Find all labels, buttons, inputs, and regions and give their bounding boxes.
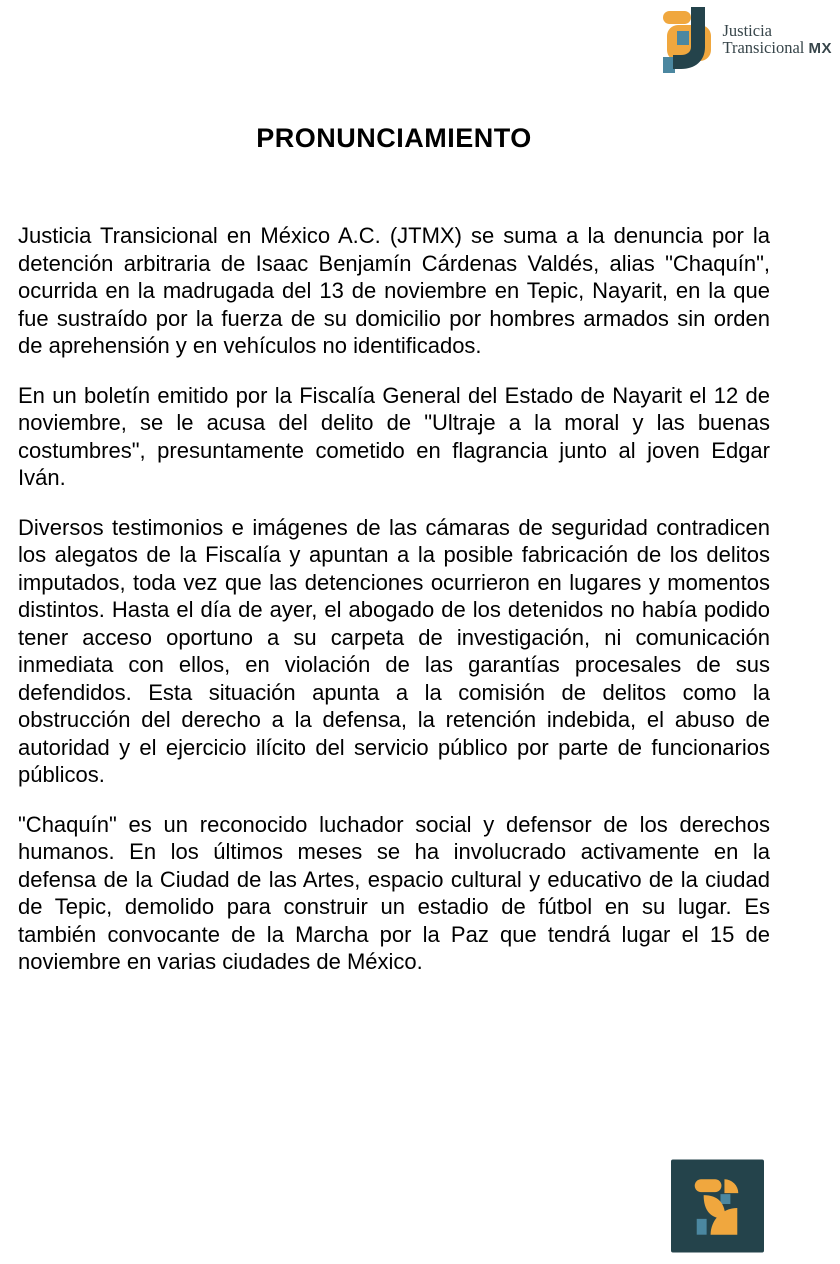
logo-wordmark	[722, 7, 832, 57]
pronouncement-paragraph-3: Diversos testimonios e imágenes de las cámaras de seguridad contradicen los alegatos de la Fiscalía y apuntan a la posible fabricación de los delitos imputados, toda vez que las detenciones ocurrieron en lugares y momentos distintos. Hasta el día de ayer, el abogado de los detenidos no había podido tener acceso oportuno a su carpeta de investigación, ni comunicación inmediata con ellos, en violación de las garantías procesales de sus defendidos. Esta situación apunta a la comisión de delitos como la obstrucción del derecho a la defensa, la retención indebida, el abuso de autoridad y el ejercicio ilícito del servicio público por parte de funcionarios públicos.	[18, 514, 770, 787]
logo-wordmark-mx: MX	[808, 40, 832, 57]
jtmx-logo-mark-icon	[663, 7, 715, 73]
pronouncement-paragraph-4: "Chaquín" es un reconocido luchador social y defensor de los derechos humanos. En los últimos meses se ha involucrado activamente en la defensa de la Ciudad de las Artes, espacio cultural y educativo de la ciudad de Tepic, demolido para construir un estadio de fútbol en su lugar. Es también convocante de la Marcha por la Paz que tendrá lugar el 15 de noviembre en varias ciudades de México.	[18, 811, 770, 974]
jtmx-logo-square-icon	[671, 1159, 764, 1253]
pronouncement-paragraph-2: En un boletín emitido por la Fiscalía General del Estado de Nayarit el 12 de noviembre, se le acusa del delito de "Ultraje a la moral y las buenas costumbres", presuntamente cometido en flagrancia junto al joven Edgar Iván.	[18, 382, 770, 490]
page-title: PRONUNCIAMIENTO	[256, 123, 532, 153]
header-logo	[663, 7, 832, 73]
pronouncement-paragraph-1: Justicia Transicional en México A.C. (JTMX) se suma a la denuncia por la detención arbitraria de Isaac Benjamín Cárdenas Valdés, alias "Chaquín", ocurrida en la madrugada del 13 de noviembre en Tepic, Nayarit, en la que fue sustraído por la fuerza de su domicilio por hombres armados sin orden de aprehensión y en vehículos no identificados.	[18, 223, 770, 358]
pronouncement-body	[18, 222, 770, 998]
logo-wordmark-line1: Justicia	[722, 21, 772, 40]
logo-wordmark-line2: Transicional MX	[722, 38, 832, 57]
